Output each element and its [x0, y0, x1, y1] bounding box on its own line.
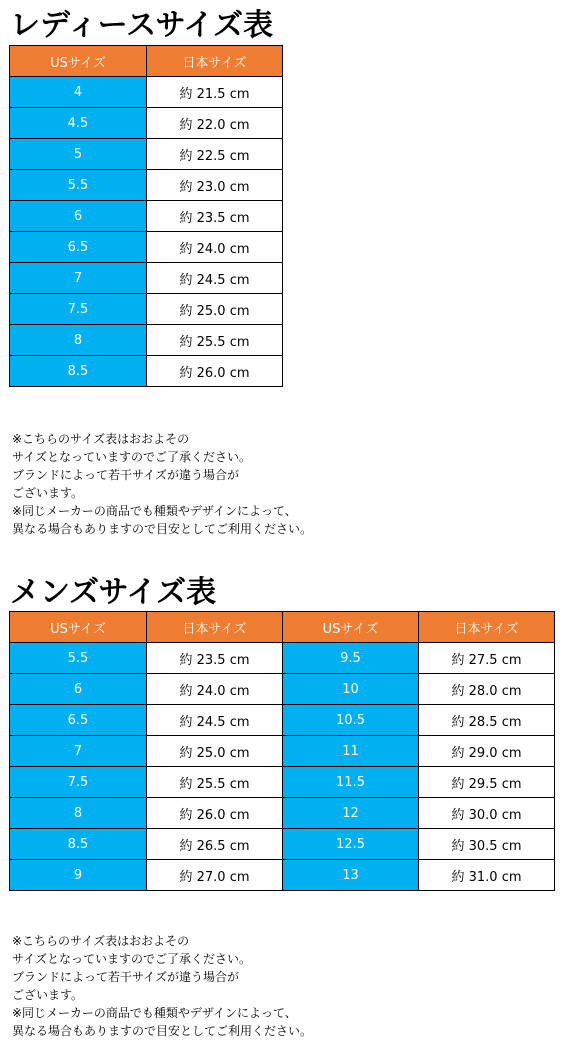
ladies-note-line: サイズとなっていますのでご了承ください。 [12, 450, 252, 464]
ladies-table-row [10, 356, 283, 387]
mens-jp-size-cell: 約 31.0 cm [419, 860, 555, 891]
mens-table-row [10, 643, 555, 674]
ladies-jp-size-cell: 約 22.0 cm [147, 108, 283, 139]
ladies-jp-size-cell: 約 24.0 cm [147, 232, 283, 263]
ladies-us-size-cell: 5 [10, 139, 147, 170]
ladies-us-size-cell: 8 [10, 325, 147, 356]
ladies-note-line: ブランドによって若干サイズが違う場合が [12, 468, 240, 482]
mens-size-note [12, 932, 312, 1040]
ladies-us-size-cell: 7 [10, 263, 147, 294]
mens-jp-size-cell: 約 26.5 cm [147, 829, 283, 860]
ladies-header-jp-size: 日本サイズ [147, 46, 283, 77]
mens-header-jp-size: 日本サイズ [147, 612, 283, 643]
mens-table-row [10, 798, 555, 829]
mens-jp-size-cell: 約 30.0 cm [419, 798, 555, 829]
ladies-note-line: ございます。 [12, 486, 84, 500]
ladies-us-size-cell: 5.5 [10, 170, 147, 201]
ladies-us-size-cell: 4 [10, 77, 147, 108]
mens-us-size-cell: 8 [10, 798, 147, 829]
mens-size-table [9, 611, 555, 891]
ladies-jp-size-cell: 約 22.5 cm [147, 139, 283, 170]
mens-us-size-cell: 6.5 [10, 705, 147, 736]
ladies-us-size-cell: 6 [10, 201, 147, 232]
mens-size-title: メンズサイズ表 [10, 575, 217, 610]
mens-us-size-cell: 8.5 [10, 829, 147, 860]
ladies-table-row [10, 294, 283, 325]
mens-us-size-cell: 10 [283, 674, 419, 705]
mens-us-size-cell: 11.5 [283, 767, 419, 798]
mens-note-line: ブランドによって若干サイズが違う場合が [12, 970, 240, 984]
mens-us-size-cell: 6 [10, 674, 147, 705]
mens-table-row [10, 829, 555, 860]
mens-header-us-size: USサイズ [10, 612, 147, 643]
mens-header-jp-size: 日本サイズ [419, 612, 555, 643]
mens-note-line: ※同じメーカーの商品でも種類やデザインによって、 [12, 1006, 297, 1020]
ladies-note-line: ※こちらのサイズ表はおおよその [12, 432, 190, 446]
mens-jp-size-cell: 約 27.5 cm [419, 643, 555, 674]
mens-jp-size-cell: 約 30.5 cm [419, 829, 555, 860]
ladies-table-row [10, 170, 283, 201]
ladies-size-table [9, 45, 283, 387]
mens-us-size-cell: 9.5 [283, 643, 419, 674]
mens-us-size-cell: 7.5 [10, 767, 147, 798]
ladies-note-line: 異なる場合もありますので目安としてご利用ください。 [12, 522, 313, 536]
mens-us-size-cell: 10.5 [283, 705, 419, 736]
mens-us-size-cell: 9 [10, 860, 147, 891]
ladies-note-line: ※同じメーカーの商品でも種類やデザインによって、 [12, 504, 297, 518]
mens-jp-size-cell: 約 28.0 cm [419, 674, 555, 705]
mens-header-us-size: USサイズ [283, 612, 419, 643]
mens-jp-size-cell: 約 28.5 cm [419, 705, 555, 736]
ladies-jp-size-cell: 約 26.0 cm [147, 356, 283, 387]
ladies-jp-size-cell: 約 24.5 cm [147, 263, 283, 294]
mens-us-size-cell: 11 [283, 736, 419, 767]
mens-jp-size-cell: 約 27.0 cm [147, 860, 283, 891]
mens-note-line: 異なる場合もありますので目安としてご利用ください。 [12, 1024, 313, 1038]
mens-jp-size-cell: 約 25.0 cm [147, 736, 283, 767]
ladies-table-row [10, 201, 283, 232]
mens-us-size-cell: 7 [10, 736, 147, 767]
ladies-size-title: レディースサイズ表 [10, 8, 274, 43]
ladies-us-size-cell: 4.5 [10, 108, 147, 139]
mens-note-line: ございます。 [12, 988, 84, 1002]
ladies-jp-size-cell: 約 21.5 cm [147, 77, 283, 108]
mens-us-size-cell: 13 [283, 860, 419, 891]
mens-note-line: サイズとなっていますのでご了承ください。 [12, 952, 252, 966]
mens-table-row [10, 674, 555, 705]
mens-jp-size-cell: 約 26.0 cm [147, 798, 283, 829]
mens-table-header-row [10, 612, 555, 643]
mens-jp-size-cell: 約 29.5 cm [419, 767, 555, 798]
mens-table-row [10, 767, 555, 798]
mens-us-size-cell: 5.5 [10, 643, 147, 674]
mens-jp-size-cell: 約 24.5 cm [147, 705, 283, 736]
ladies-table-row [10, 263, 283, 294]
mens-table-row [10, 705, 555, 736]
ladies-jp-size-cell: 約 23.0 cm [147, 170, 283, 201]
ladies-table-row [10, 108, 283, 139]
ladies-us-size-cell: 8.5 [10, 356, 147, 387]
ladies-table-header-row [10, 46, 283, 77]
mens-us-size-cell: 12 [283, 798, 419, 829]
mens-jp-size-cell: 約 23.5 cm [147, 643, 283, 674]
mens-table-row [10, 736, 555, 767]
ladies-table-row [10, 232, 283, 263]
ladies-us-size-cell: 7.5 [10, 294, 147, 325]
ladies-table-row [10, 77, 283, 108]
ladies-table-row [10, 325, 283, 356]
ladies-jp-size-cell: 約 25.5 cm [147, 325, 283, 356]
mens-us-size-cell: 12.5 [283, 829, 419, 860]
ladies-size-note [12, 430, 312, 538]
mens-table-row [10, 860, 555, 891]
ladies-us-size-cell: 6.5 [10, 232, 147, 263]
ladies-jp-size-cell: 約 23.5 cm [147, 201, 283, 232]
mens-jp-size-cell: 約 29.0 cm [419, 736, 555, 767]
ladies-jp-size-cell: 約 25.0 cm [147, 294, 283, 325]
mens-jp-size-cell: 約 25.5 cm [147, 767, 283, 798]
mens-note-line: ※こちらのサイズ表はおおよその [12, 934, 190, 948]
ladies-table-row [10, 139, 283, 170]
mens-jp-size-cell: 約 24.0 cm [147, 674, 283, 705]
ladies-header-us-size: USサイズ [10, 46, 147, 77]
